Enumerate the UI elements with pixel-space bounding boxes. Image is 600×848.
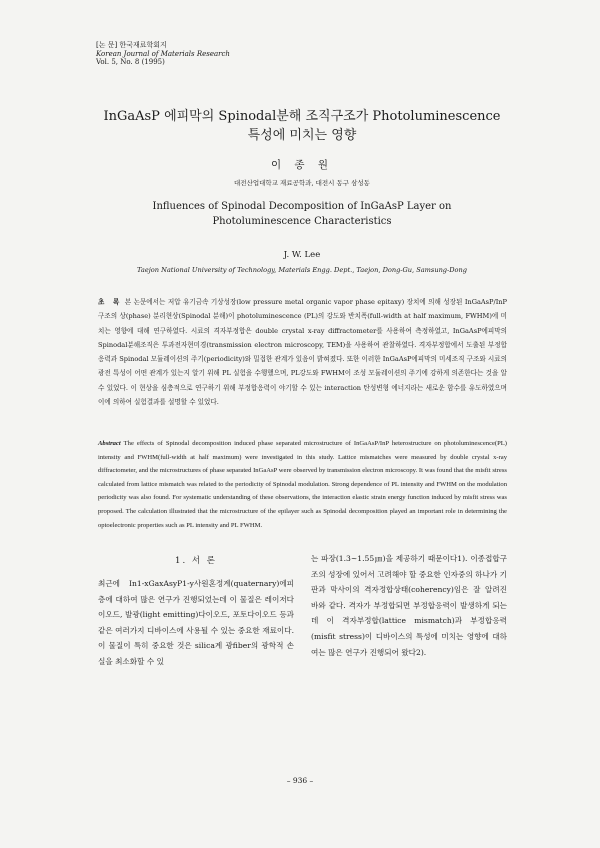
abstract-english-label: Abstract (98, 440, 121, 447)
abstract-korean-text: 본 논문에서는 저압 유기금속 기상성장(low pressure metal organic vapor phase epitaxy) 장치에 의해 성장된 InGaAsP/InP 구조의 상(phase) 분리현상(Spinodal 분해)이 photoluminescence (PL)의 강도와 반치폭(full-width at half maximum, FWHM)에 미치는 영향에 대해 연구하였다. 시료의 격자부정합은 double crystal x-ray diffractometer를 사용하여 측정하였고, InGaAsP에피막의 Spinodal분해조직은 투과전자현미경(transmission electron microscopy, TEM)을 사용하여 관찰하였다. 격자부정합에서 도출된 부정합응력과 Spinodal 모듈레이션의 주기(periodicity)와 밀접한 관계가 있음이 밝혀졌다. 또한 이러한 InGaAsP에피막의 미세조직 구조와 시료의 광전 특성이 어떤 관계가 있는지 알기 위해 PL 실험을 수행했으며, PL강도와 FWHM이 조성 모듈레이션의 주기에 강하게 의존한다는 것을 알 수 있었다. 이 현상을 심층적으로 연구하기 위해 부정합응력이 야기할 수 있는 interaction 탄성변형 에너지라는 새로운 함수를 유도하였으며 이에 의하여 실험결과를 설명할 수 있었다. (98, 298, 507, 407)
author-english: J. W. Lee (283, 250, 321, 260)
affiliation-korean: 대전산업대학교 재료공학과, 대전시 동구 삼성동 (234, 179, 370, 187)
abstract-english-text: The effects of Spinodal decomposition induced phase separated microstructure of InGaAsP/InP heterostructure on photoluminescence(PL) intensity and FWHM(full-width at half maximum) were investigated in this study. Lattice mismatches were measured by double crystal x-ray diffractometer, and the microstructures of phase separated InGaAsP were observed by transmission electron microscopy. It was found that the misfit stress calculated from lattice mismatch was related to the periodicity of Spinodal modulation. Strong dependence of PL intensity and FWHM on the modulation periodicity was also found. For systematic understanding of these observations, the interaction elastic strain energy function induced by misfit stress was proposed. The calculation illustrated that the microstructure of the epilayer such as Spinodal decomposition played an important role in determining the optoelectronic properties such as PL intensity and PL FWHM. (98, 440, 508, 529)
title-korean (96, 107, 508, 145)
abstract-korean-label: 초 록 (98, 298, 123, 306)
body-column-right: 는 파장(1.3~1.55㎛)을 제공하기 때문이다1). 이종접합구조의 성장에 있어서 고려해야 할 중요한 인자중의 하나가 기판과 막사이의 격자정합상태(coherency)임은 잘 알려진 바와 같다. 격자가 부정합되면 부정합응력이 발생하게 되는데 이 격자부정합(lattice mismatch)과 부정합응력(misfit stress)이 디바이스의 특성에 미치는 영향에 대하여는 많은 연구가 진행되어 왔다2). (311, 554, 507, 657)
title-korean-line2: 특성에 미치는 영향 (247, 128, 357, 143)
journal-name-en: Korean Journal of Materials Research (96, 49, 230, 58)
journal-header (96, 41, 230, 67)
title-english-line2: Photoluminescence Characteristics (212, 216, 392, 227)
page-number: – 936 – (286, 776, 314, 785)
affiliation-english: Taejon National University of Technology, Materials Engg. Dept., Taejon, Dong-Gu, Samsung-Dong (137, 266, 467, 274)
abstract-korean (98, 295, 507, 409)
section-heading-introduction: 1. 서 론 (175, 556, 217, 566)
journal-name-ko: [논 문] 한국재료학회지 (96, 41, 167, 49)
title-korean-line1: InGaAsP 에피막의 Spinodal분해 조직구조가 Photoluminescence (103, 109, 501, 124)
title-english (96, 199, 508, 229)
body-column-left: 최근에 In1-xGaxAsyP1-y사원혼정계(quaternary)에피층에 대하여 많은 연구가 진행되었는데 이 물질은 레이저다이오드, 발광(light emitting)다이오드, 포토다이오드 등과 같은 여러가지 디바이스에 사용될 수 있는 중요한 재료이다. 이 물질이 특히 중요한 것은 silica계 광fiber의 광학적 손실을 최소화할 수 있 (98, 579, 294, 666)
abstract-english (98, 437, 507, 532)
author-korean: 이 종 원 (270, 159, 334, 171)
journal-volume: Vol. 5, No. 8 (1995) (96, 58, 165, 67)
title-english-line1: Influences of Spinodal Decomposition of InGaAsP Layer on (152, 201, 452, 212)
